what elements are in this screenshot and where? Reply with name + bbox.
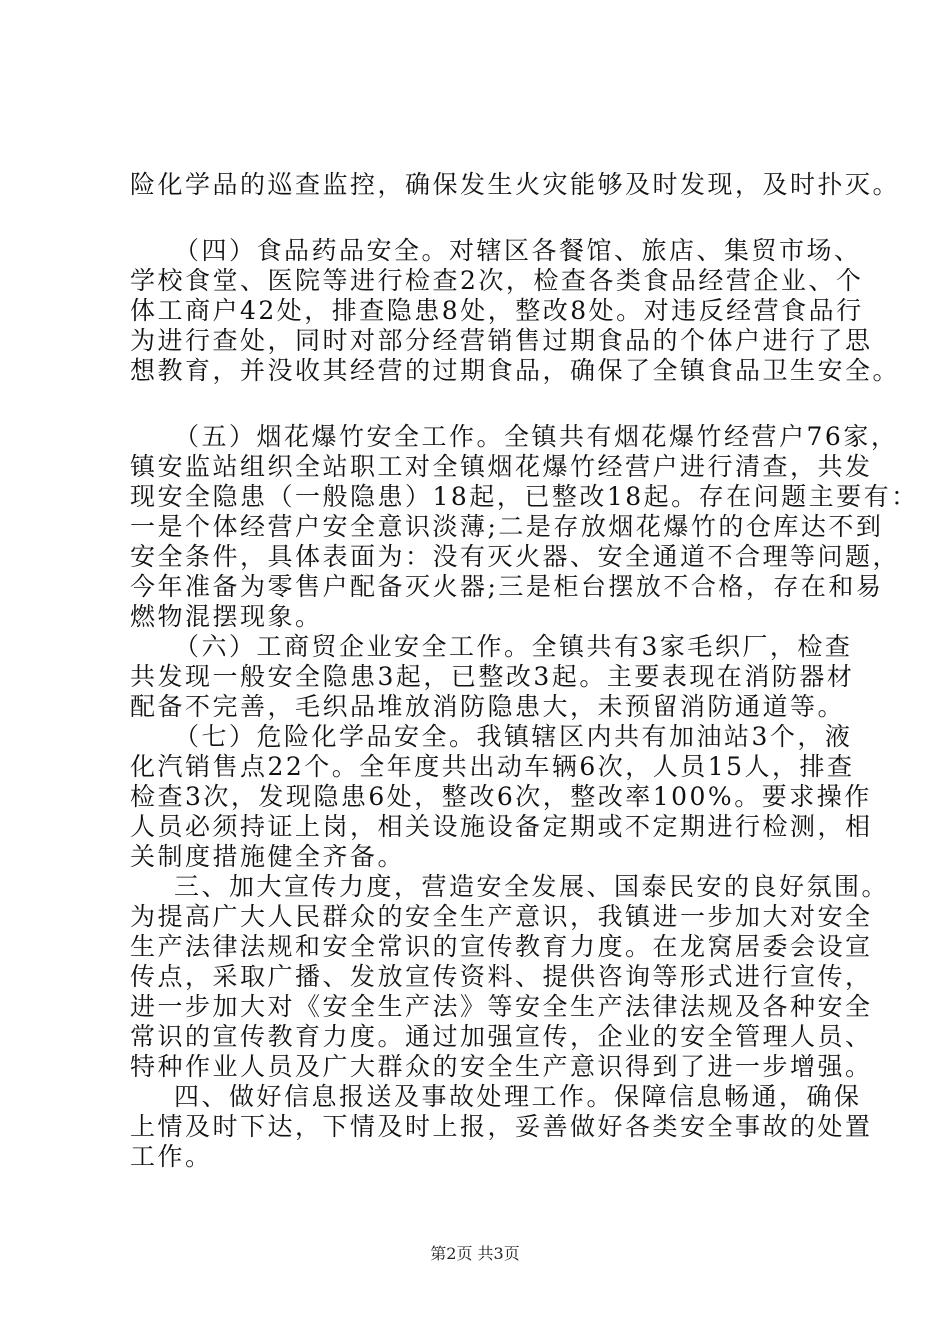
body-line: 想教育，并没收其经营的过期食品，确保了全镇食品卫生安全。 bbox=[130, 356, 901, 385]
body-line: 燃物混摆现象。 bbox=[130, 602, 323, 631]
body-line: 常识的宣传教育力度。通过加强宣传，企业的安全管理人员、 bbox=[130, 1022, 873, 1051]
body-line: 今年准备为零售户配备灭火器;三是柜台摆放不合格，存在和易 bbox=[130, 572, 884, 601]
body-line: 险化学品的巡查监控，确保发生火灾能够及时发现，及时扑灭。 bbox=[130, 170, 901, 199]
body-line: 关制度措施健全齐备。 bbox=[130, 842, 406, 871]
body-line: 传点，采取广播、发放宣传资料、提供咨询等形式进行宣传， bbox=[130, 962, 873, 991]
body-line: 一是个体经营户安全意识淡薄;二是存放烟花爆竹的仓库达不到 bbox=[130, 512, 884, 541]
body-line: 特种作业人员及广大群众的安全生产意识得到了进一步增强。 bbox=[130, 1052, 873, 1081]
page-footer: 第2页 共3页 bbox=[430, 1244, 520, 1263]
body-line: 配备不完善，毛织品堆放消防隐患大，未预留消防通道等。 bbox=[130, 692, 846, 721]
body-line: 镇安监站组织全站职工对全镇烟花爆竹经营户进行清查，共发 bbox=[130, 452, 873, 481]
body-line: 人员必须持证上岗，相关设施设备定期或不定期进行检测，相 bbox=[130, 812, 873, 841]
body-line: （四）食品药品安全。对辖区各餐馆、旅店、集贸市场、 bbox=[174, 236, 862, 265]
body-line: 上情及时下达，下情及时上报，妥善做好各类安全事故的处置 bbox=[130, 1112, 873, 1141]
body-line: 共发现一般安全隐患3起，已整改3起。主要表现在消防器材 bbox=[130, 662, 855, 691]
body-line: （五）烟花爆竹安全工作。全镇共有烟花爆竹经营户76家， bbox=[174, 422, 899, 451]
body-line: 工作。 bbox=[130, 1142, 213, 1171]
body-line: 三、加大宣传力度，营造安全发展、国泰民安的良好氛围。 bbox=[174, 872, 890, 901]
body-line: 检查3次，发现隐患6处，整改6次，整改率100%。要求操作 bbox=[130, 782, 872, 811]
body-line: （六）工商贸企业安全工作。全镇共有3家毛织厂，检查 bbox=[174, 632, 853, 661]
body-line: 生产法律法规和安全常识的宣传教育力度。在龙窝居委会设宣 bbox=[130, 932, 873, 961]
body-line: 安全条件，具体表面为：没有灭火器、安全通道不合理等问题， bbox=[130, 542, 901, 571]
body-line: 为提高广大人民群众的安全生产意识，我镇进一步加大对安全 bbox=[130, 902, 873, 931]
body-line: 现安全隐患（一般隐患）18起，已整改18起。存在问题主要有： bbox=[130, 482, 919, 511]
body-line: 化汽销售点22个。全年度共出动车辆6次，人员15人，排查 bbox=[130, 752, 855, 781]
body-line: 四、做好信息报送及事故处理工作。保障信息畅通，确保 bbox=[174, 1082, 862, 1111]
body-line: 学校食堂、医院等进行检查2次，检查各类食品经营企业、个 bbox=[130, 266, 864, 295]
body-line: 体工商户42处，排查隐患8处，整改8处。对违反经营食品行 bbox=[130, 296, 864, 325]
body-line: 为进行查处，同时对部分经营销售过期食品的个体户进行了思 bbox=[130, 326, 873, 355]
body-line: （七）危险化学品安全。我镇辖区内共有加油站3个，液 bbox=[174, 722, 853, 751]
body-line: 进一步加大对《安全生产法》等安全生产法律法规及各种安全 bbox=[130, 992, 873, 1021]
